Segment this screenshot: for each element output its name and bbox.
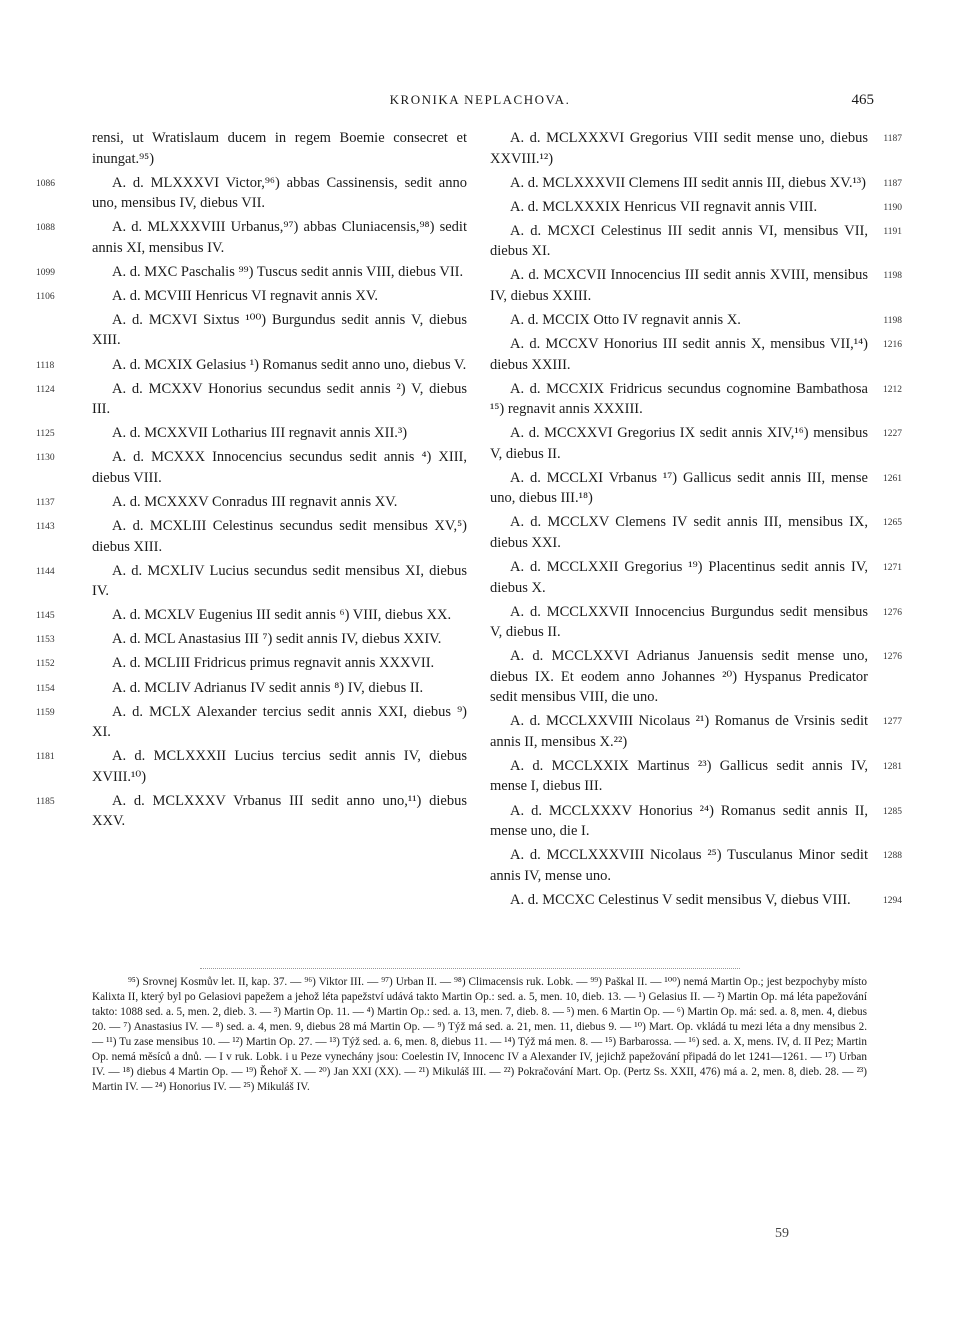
chronicle-entry bbox=[36, 702, 467, 743]
chronicle-entry bbox=[92, 128, 467, 169]
page-header bbox=[0, 92, 960, 116]
margin-year: 1191 bbox=[883, 226, 902, 237]
entry-text: A. d. MCCLXXII Gregorius ¹⁹) Placentinus sedit annis IV, diebus X. bbox=[490, 559, 868, 596]
chronicle-entry bbox=[490, 423, 902, 464]
margin-year: 1190 bbox=[883, 202, 902, 213]
chronicle-entry bbox=[36, 217, 467, 258]
margin-year: 1153 bbox=[36, 635, 55, 646]
chronicle-entry bbox=[490, 646, 902, 708]
chronicle-entry bbox=[490, 334, 902, 375]
margin-year: 1227 bbox=[883, 429, 902, 440]
chronicle-entry bbox=[36, 379, 467, 420]
chronicle-entry bbox=[36, 423, 467, 444]
printer-signature: 59 bbox=[775, 1226, 789, 1241]
entry-text: A. d. MCCXV Honorius III sedit annis X, mensibus VII,¹⁴) diebus XXIII. bbox=[490, 336, 868, 373]
chronicle-entry bbox=[490, 379, 902, 420]
chronicle-entry bbox=[490, 557, 902, 598]
chronicle-entry bbox=[490, 173, 902, 194]
chronicle-entry bbox=[36, 653, 467, 674]
chronicle-entry bbox=[36, 355, 467, 376]
entry-text: A. d. MCLXXXVI Gregorius VIII sedit mense uno, diebus XXVIII.¹²) bbox=[490, 130, 868, 167]
margin-year: 1143 bbox=[36, 522, 55, 533]
entry-text: A. d. MCCXC Celestinus V sedit mensibus V, diebus VIII. bbox=[510, 891, 851, 908]
margin-year: 1130 bbox=[36, 453, 55, 464]
chronicle-entry bbox=[490, 890, 902, 911]
chronicle-entry bbox=[36, 791, 467, 832]
chronicle-entry bbox=[36, 561, 467, 602]
chronicle-entry bbox=[490, 128, 902, 169]
entry-text: rensi, ut Wratislaum ducem in regem Boemie consecret et inungat.⁹⁵) bbox=[92, 130, 467, 167]
entry-text: A. d. MCLXXXVII Clemens III sedit annis III, diebus XV.¹³) bbox=[510, 174, 866, 191]
margin-year: 1099 bbox=[36, 267, 55, 278]
entry-text: A. d. MCCIX Otto IV regnavit annis X. bbox=[510, 311, 741, 328]
margin-year: 1285 bbox=[883, 806, 902, 817]
margin-year: 1276 bbox=[883, 652, 902, 663]
chronicle-entry bbox=[490, 197, 902, 218]
chronicle-entry bbox=[490, 512, 902, 553]
entry-text: A. d. MCXIX Gelasius ¹) Romanus sedit anno uno, diebus V. bbox=[112, 356, 467, 373]
margin-year: 1261 bbox=[883, 473, 902, 484]
entry-text: A. d. MCLXXXIX Henricus VII regnavit annis VIII. bbox=[510, 198, 818, 215]
entry-text: A. d. MCLIII Fridricus primus regnavit annis XXXVII. bbox=[112, 655, 435, 672]
margin-year: 1216 bbox=[883, 340, 902, 351]
entry-text: A. d. MCXLIII Celestinus secundus sedit mensibus XV,⁵) diebus XIII. bbox=[92, 518, 467, 555]
left-column bbox=[36, 128, 467, 835]
margin-year: 1145 bbox=[36, 611, 55, 622]
entry-text: A. d. MLXXXVIII Urbanus,⁹⁷) abbas Cluniacensis,⁹⁸) sedit annis XI, mensibus IV. bbox=[92, 219, 467, 256]
entry-text: A. d. MLXXXVI Victor,⁹⁶) abbas Cassinensis, sedit anno uno, mensibus IV, diebus VII. bbox=[92, 174, 467, 212]
footnote-divider bbox=[200, 968, 740, 969]
entry-text: A. d. MCXXV Honorius secundus sedit annis ²) V, diebus III. bbox=[92, 380, 467, 418]
margin-year: 1086 bbox=[36, 178, 55, 189]
chronicle-entry bbox=[36, 629, 467, 650]
margin-year: 1198 bbox=[883, 271, 902, 282]
footnotes: ⁹⁵) Srovnej Kosmův let. II, kap. 37. — ⁹⁶) Viktor III. — ⁹⁷) Urban II. — ⁹⁸) Climacensis ruk. Lobk. — ⁹⁹) Paškal II. — ¹⁰⁰) nemá Martin Op.; jest bezpochyby místo Kalixta II, který byl po Gelasiovi papežem a jehož léta papežství udává takto Martin Op.: sed. a. 5, men. 10, dieb. 13. — ¹) Gelasius II. — ²) Martin Op. má léta papežování takto: 1088 sed. a. 5, men. 2, dieb. 3. — ³) Martin Op. 11. — ⁴) Martin Op.: sed. a. 13, men. 7, dieb. 8. — ⁵) men. 6 Martin Op. — ⁶) Martin Op. má: sed. a. 8, men. 4, diebus 20. — ⁷) Anastasius IV. — ⁸) sed. a. 4, men. 9, diebus 28 má Martin Op. — ⁹) Týž má sed. a. 21, men. 11, diebus 9. — ¹⁰) Mart. Op. vkládá tu mezi léta a dny mensibus 2. — ¹¹) Tu zase mensibus 10. — ¹²) Martin Op. 27. — ¹³) Týž sed. a. 6, men. 8, diebus 11. — ¹⁴) Týž má men. 8. — ¹⁵) Barbarossa. — ¹⁶) sed. a. X, mens. IV, d. II Pez; Martin Op. nemá měsíců a dnů. — I v ruk. Lobk. i u Peze vynechány jsou: Coelestin IV, Innocenc IV a Alexander IV, jejichž papežování připadá do let 1241—1261. — ¹⁷) Urban IV. — ¹⁸) diebus 4 Martin Op. — ¹⁹) Řehoř X. — ²⁰) Jan XXI (XX). — ²¹) Mikuláš III. — ²²) Pokračování Mart. Op. (Pertz Ss. XXII, 476) má a. 2, men. 8, dieb. 28. — ²³) Martin IV. — ²⁴) Honorius IV. — ²⁵) Mikuláš IV. bbox=[92, 976, 867, 1093]
entry-text: A. d. MCLXXXV Vrbanus III sedit anno uno,¹¹) diebus XXV. bbox=[92, 792, 467, 830]
chronicle-entry bbox=[490, 468, 902, 509]
margin-year: 1088 bbox=[36, 223, 55, 234]
chronicle-entry bbox=[36, 447, 467, 488]
entry-text: A. d. MCXXX Innocencius secundus sedit annis ⁴) XIII, diebus VIII. bbox=[92, 449, 467, 486]
entry-text: A. d. MCXXVII Lotharius III regnavit annis XII.³) bbox=[112, 425, 408, 442]
margin-year: 1276 bbox=[883, 607, 902, 618]
chronicle-entry bbox=[36, 516, 467, 557]
entry-text: A. d. MCXXXV Conradus III regnavit annis XV. bbox=[112, 493, 398, 510]
running-title: KRONIKA NEPLACHOVA. bbox=[389, 92, 571, 107]
margin-year: 1124 bbox=[36, 384, 55, 395]
page-number: 465 bbox=[851, 92, 874, 108]
margin-year: 1277 bbox=[883, 717, 902, 728]
margin-year: 1106 bbox=[36, 291, 55, 302]
margin-year: 1137 bbox=[36, 497, 55, 508]
entry-text: A. d. MCLIV Adrianus IV sedit annis ⁸) IV, diebus II. bbox=[112, 679, 424, 696]
margin-year: 1281 bbox=[883, 761, 902, 772]
margin-year: 1265 bbox=[883, 518, 902, 529]
entry-text: A. d. MCVIII Henricus VI regnavit annis XV. bbox=[112, 287, 379, 304]
margin-year: 1144 bbox=[36, 566, 55, 577]
margin-year: 1125 bbox=[36, 429, 55, 440]
margin-year: 1181 bbox=[36, 752, 55, 763]
chronicle-entry bbox=[490, 310, 902, 331]
entry-text: A. d. MCXLIV Lucius secundus sedit mensibus XI, diebus IV. bbox=[92, 562, 467, 600]
margin-year: 1294 bbox=[883, 895, 902, 906]
margin-year: 1154 bbox=[36, 683, 55, 694]
entry-text: A. d. MCCLXXXVIII Nicolaus ²⁵) Tusculanus Minor sedit annis IV, mense uno. bbox=[490, 847, 868, 884]
entry-text: A. d. MCCLXXXV Honorius ²⁴) Romanus sedit annis II, mense uno, die I. bbox=[490, 802, 868, 839]
entry-text: A. d. MCXCVII Innocencius III sedit annis XVIII, mensibus IV, diebus XXIII. bbox=[490, 267, 868, 304]
entry-text: A. d. MCLX Alexander tercius sedit annis XXI, diebus ⁹) XI. bbox=[92, 703, 467, 741]
margin-year: 1271 bbox=[883, 563, 902, 574]
margin-year: 1212 bbox=[883, 384, 902, 395]
chronicle-entry bbox=[36, 262, 467, 283]
entry-text: A. d. MCCXIX Fridricus secundus cognomine Bambathosa ¹⁵) regnavit annis XXXIII. bbox=[490, 380, 868, 418]
entry-text: A. d. MCCLXV Clemens IV sedit annis III, mensibus IX, diebus XXI. bbox=[490, 514, 868, 551]
entry-text: A. d. MCCLXXVI Adrianus Januensis sedit mense uno, diebus IX. Et eodem anno Johannes ²⁰) Hyspanus Predicator sedit mensibus VIII, die uno. bbox=[490, 648, 868, 706]
entry-text: A. d. MCL Anastasius III ⁷) sedit annis IV, diebus XXIV. bbox=[112, 631, 442, 648]
margin-year: 1185 bbox=[36, 796, 55, 807]
chronicle-entry bbox=[490, 265, 902, 306]
chronicle-entry bbox=[36, 286, 467, 307]
chronicle-entry bbox=[490, 845, 902, 886]
margin-year: 1152 bbox=[36, 659, 55, 670]
entry-text: A. d. MCXCI Celestinus III sedit annis VI, mensibus VII, diebus XI. bbox=[490, 222, 868, 260]
chronicle-entry bbox=[490, 602, 902, 643]
entry-text: A. d. MCXVI Sixtus ¹⁰⁰) Burgundus sedit annis V, diebus XIII. bbox=[92, 311, 467, 349]
margin-year: 1187 bbox=[883, 134, 902, 144]
entry-text: A. d. MCLXXXII Lucius tercius sedit annis IV, diebus XVIII.¹⁰) bbox=[92, 748, 467, 785]
entry-text: A. d. MCCXXVI Gregorius IX sedit annis XIV,¹⁶) mensibus V, diebus II. bbox=[490, 425, 868, 462]
chronicle-entry bbox=[490, 221, 902, 262]
entry-text: A. d. MCCLXXVII Innocencius Burgundus sedit mensibus V, diebus II. bbox=[490, 603, 868, 641]
chronicle-entry bbox=[490, 756, 902, 797]
margin-year: 1159 bbox=[36, 707, 55, 718]
chronicle-entry bbox=[36, 678, 467, 699]
chronicle-entry bbox=[92, 310, 467, 351]
chronicle-entry bbox=[490, 801, 902, 842]
entry-text: A. d. MCCLXXVIII Nicolaus ²¹) Romanus de Vrsinis sedit annis II, mensibus X.²²) bbox=[490, 713, 868, 750]
entry-text: A. d. MCXLV Eugenius III sedit annis ⁶) VIII, diebus XX. bbox=[112, 607, 452, 624]
chronicle-entry bbox=[36, 492, 467, 513]
chronicle-entry bbox=[36, 605, 467, 626]
entry-text: A. d. MCCLXXIX Martinus ²³) Gallicus sedit annis IV, mense I, diebus III. bbox=[490, 757, 868, 795]
right-column bbox=[490, 128, 902, 914]
entry-text: A. d. MXC Paschalis ⁹⁹) Tuscus sedit annis VIII, diebus VII. bbox=[112, 263, 464, 280]
margin-year: 1187 bbox=[883, 178, 902, 189]
entry-text: A. d. MCCLXI Vrbanus ¹⁷) Gallicus sedit annis III, mense uno, diebus III.¹⁸) bbox=[490, 469, 868, 507]
margin-year: 1118 bbox=[36, 360, 55, 371]
margin-year: 1288 bbox=[883, 851, 902, 862]
chronicle-entry bbox=[36, 173, 467, 214]
chronicle-entry bbox=[490, 711, 902, 752]
margin-year: 1198 bbox=[883, 315, 902, 326]
chronicle-entry bbox=[36, 746, 467, 787]
